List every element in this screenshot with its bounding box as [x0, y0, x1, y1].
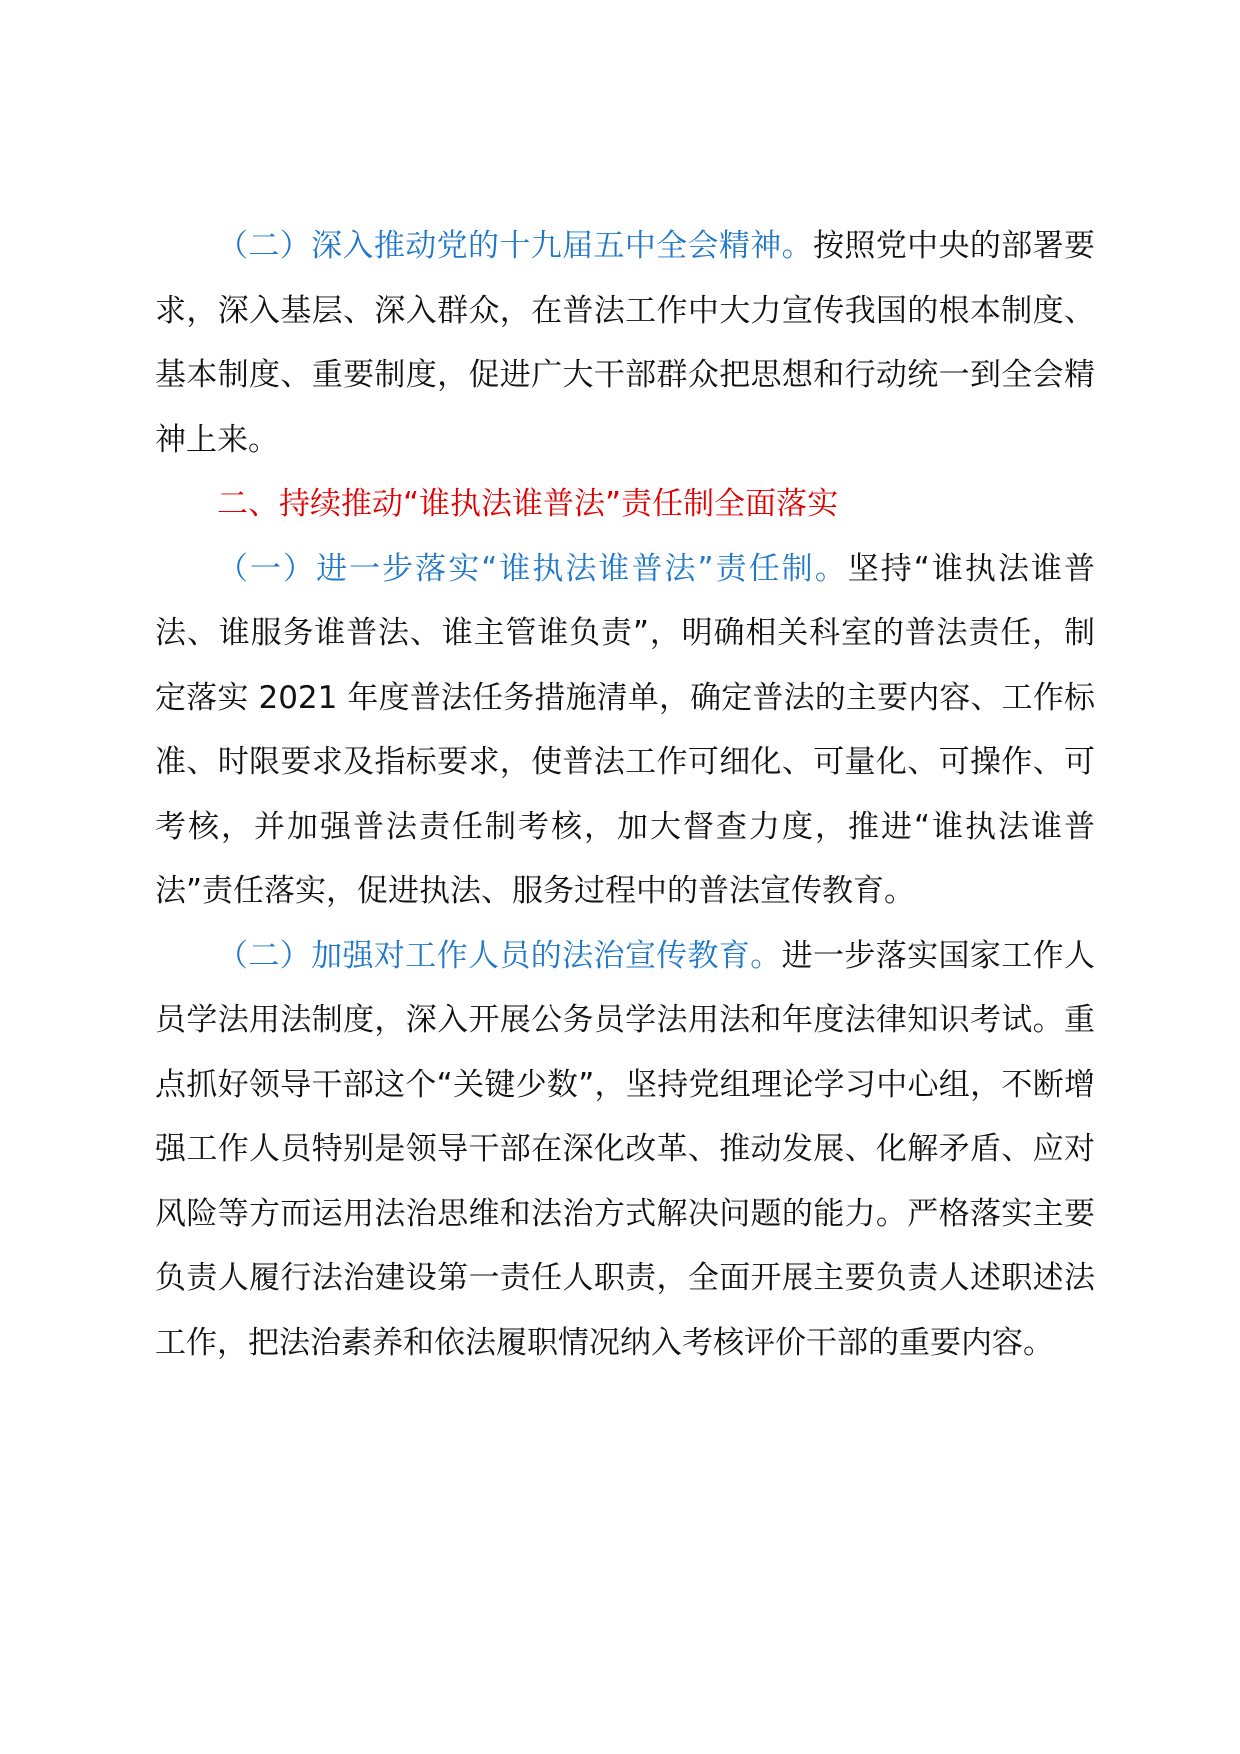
- paragraph-staff-education: [155, 924, 1095, 1376]
- paragraph-text: 按照党中央的部署要求，深入基层、深入群众，在普法工作中大力宣传我国的根本制度、基本制度、重要制度，促进广大干部群众把思想和行动统一到全会精神上来。: [155, 228, 1096, 458]
- document-body: [155, 214, 1095, 1375]
- subheading-plenary-spirit: （二）深入推动党的十九届五中全会精神。: [217, 228, 814, 264]
- paragraph-responsibility-system: [155, 537, 1095, 924]
- paragraph-plenary-spirit: [155, 214, 1095, 472]
- subheading-responsibility-system: （一）进一步落实“谁执法谁普法”责任制。: [217, 550, 848, 587]
- section-heading-responsibility: 二、持续推动“谁执法谁普法”责任制全面落实: [217, 486, 839, 522]
- paragraph-text: 坚持“谁执法谁普法、谁服务谁普法、谁主管谁负责”，明确相关科室的普法责任，制定落实 2021 年度普法任务措施清单，确定普法的主要内容、工作标准、时限要求及指标要求，使普法工作可细化、可量化、可操作、可考核，并加强普法责任制考核，加大督查力度，推进“谁执法谁普法”责任落实，促进执法、服务过程中的普法宣传教育。: [155, 550, 1096, 909]
- subheading-staff-education: （二）加强对工作人员的法治宣传教育。: [217, 937, 782, 974]
- paragraph-text: 进一步落实国家工作人员学法用法制度，深入开展公务员学法用法和年度法律知识考试。重点抓好领导干部这个“关键少数”，坚持党组理论学习中心组，不断增强工作人员特别是领导干部在深化改革、推动发展、化解矛盾、应对风险等方而运用法治思维和法治方式解决问题的能力。严格落实主要负责人履行法治建设第一责任人职责，全面开展主要负责人述职述法工作，把法治素养和依法履职情况纳入考核评价干部的重要内容。: [155, 937, 1096, 1361]
